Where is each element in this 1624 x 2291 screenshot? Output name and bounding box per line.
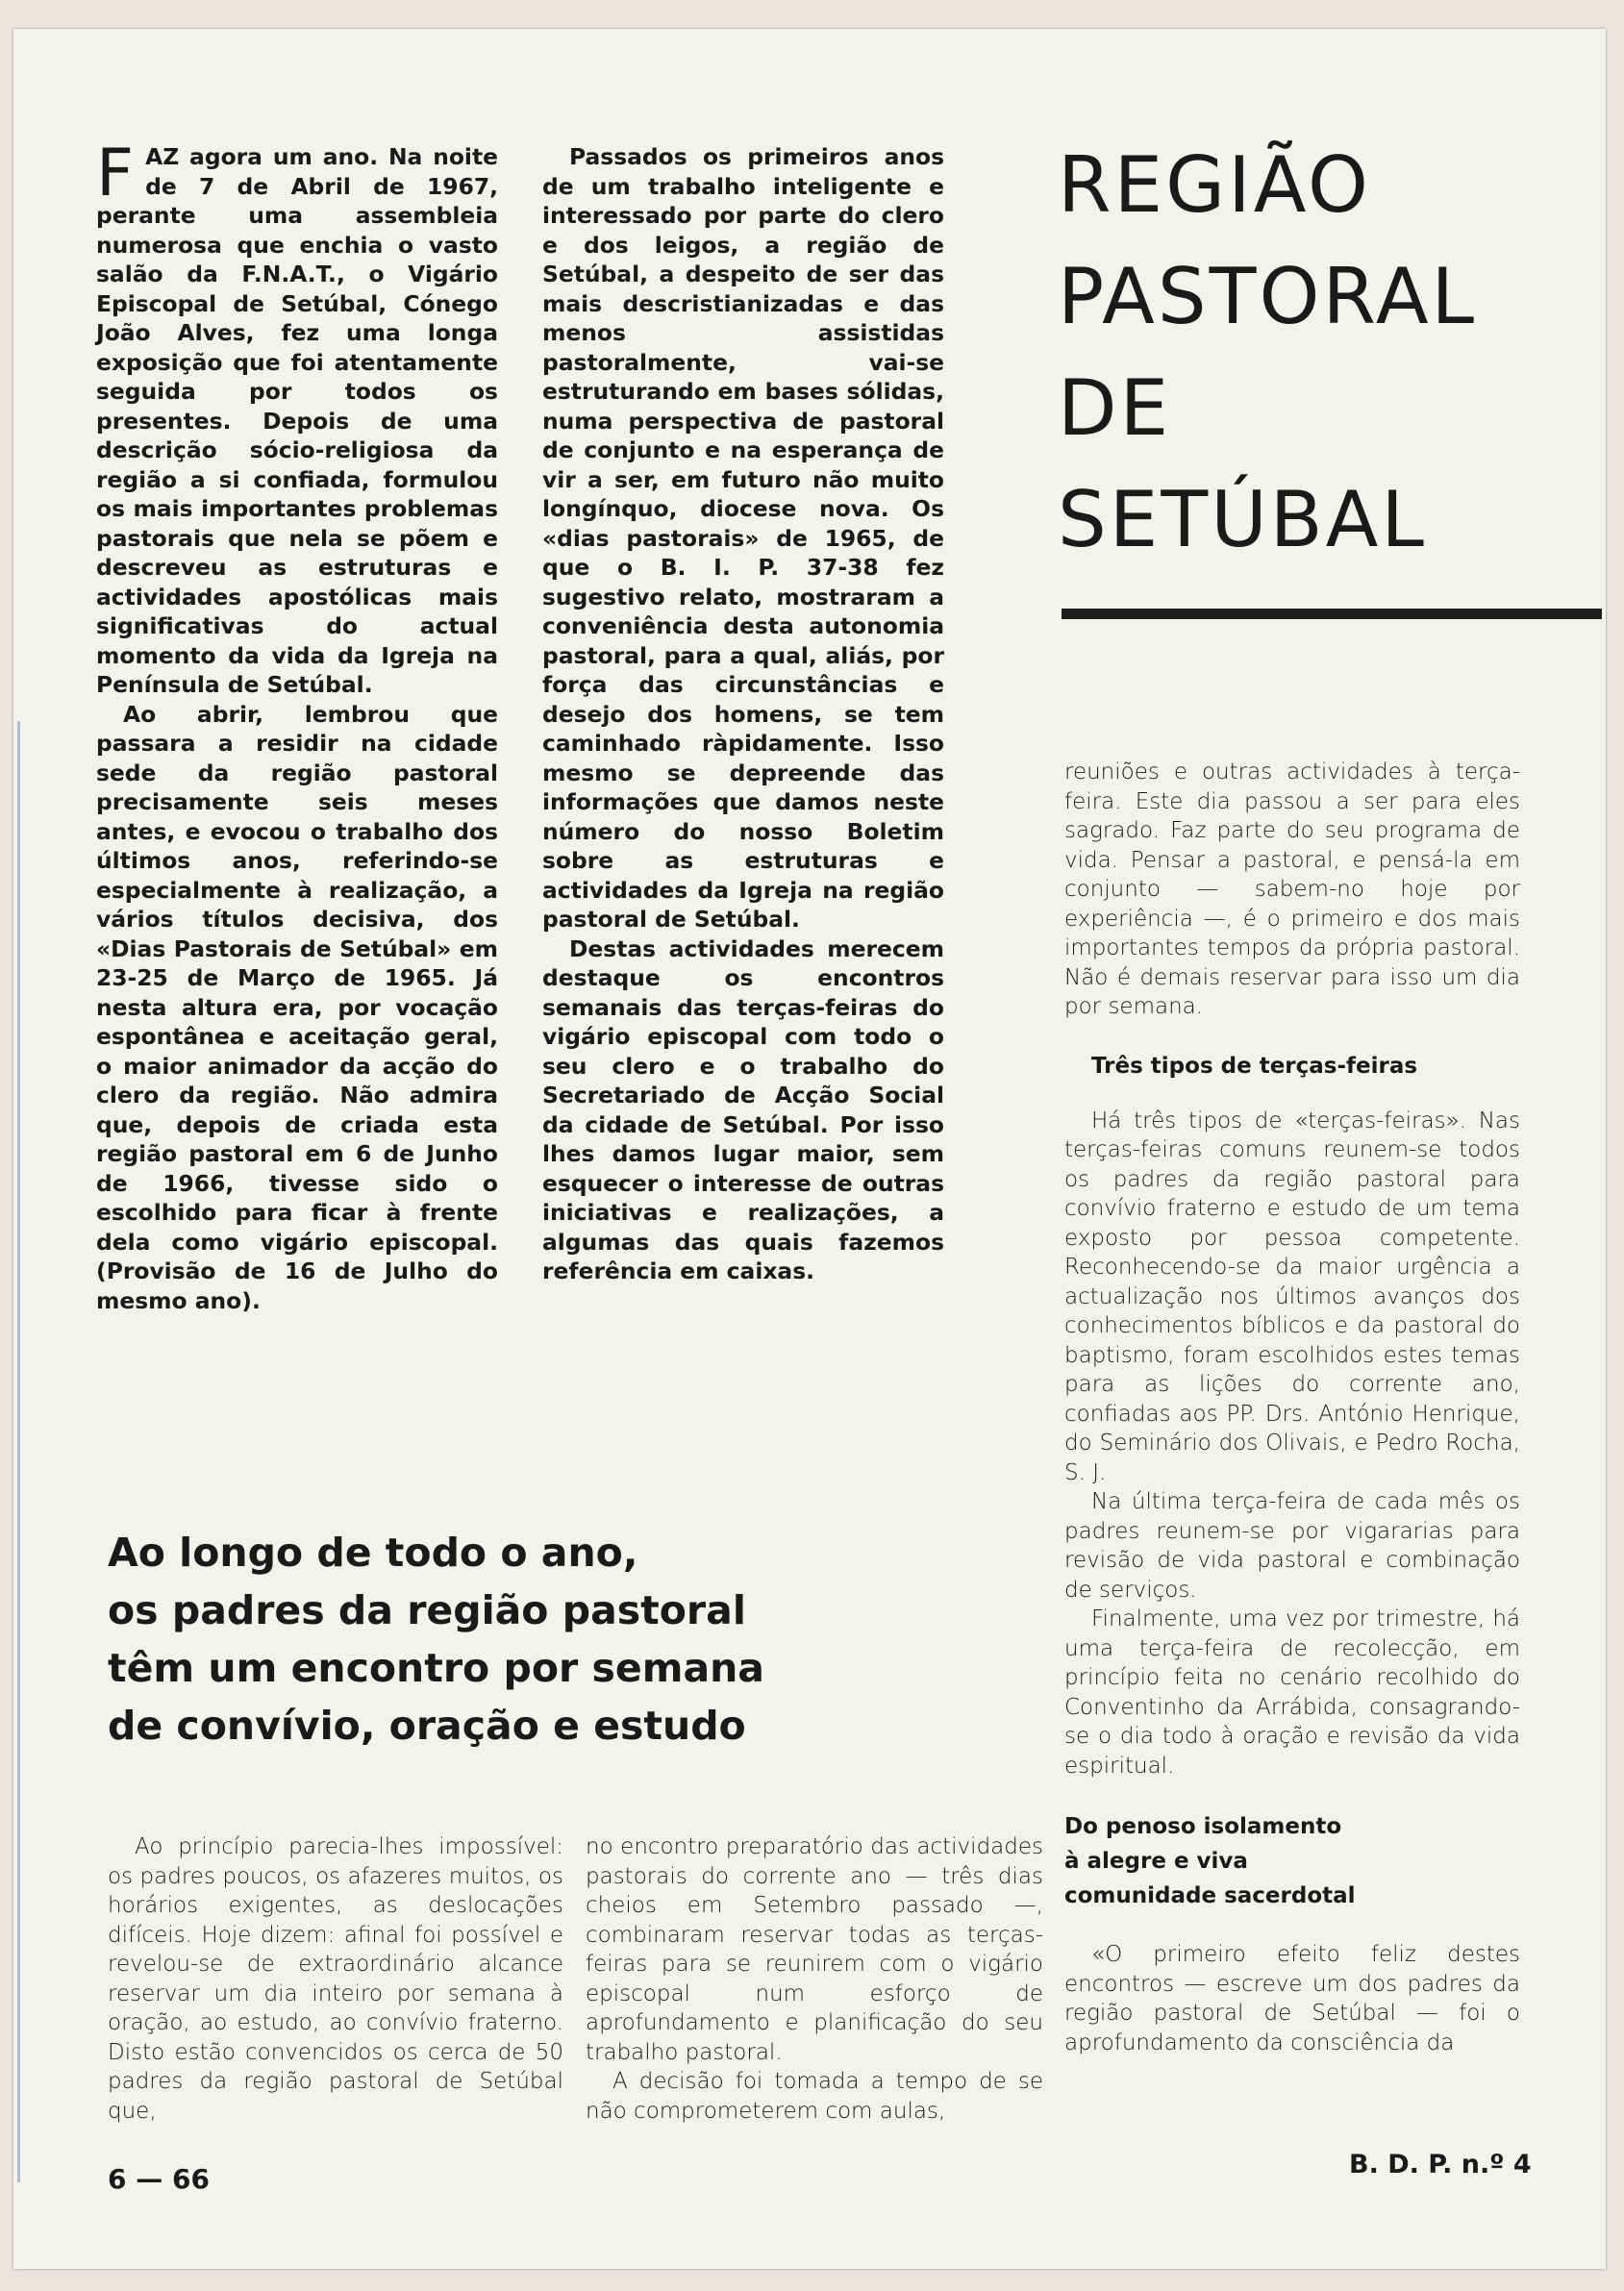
title-line-4: SETÚBAL	[1058, 475, 1427, 564]
bottom-paragraph-3: A decisão foi tomada a tempo de se não comprometerem com aulas,	[586, 2069, 1043, 2124]
headline-line-4: de convívio, oração e estudo	[108, 1703, 746, 1749]
article-title	[1058, 130, 1577, 576]
title-line-1: REGIÃO	[1058, 140, 1372, 230]
bottom-column-1	[108, 1832, 563, 2126]
subheading-isolamento	[1064, 1809, 1520, 1913]
subheading-line-3: comunidade sacerdotal	[1064, 1883, 1356, 1908]
intro-paragraph-2: Ao abrir, lembrou que passara a residir na cidade sede da região pastoral precisamente seis meses antes, e evocou o trabalho dos últimos anos, referindo-se especialmente à realização, a vários títulos decisiva, dos «Dias Pastorais de Setúbal» em 23-25 de Março de 1965. Já nesta altura era, por vocação espontânea e aceitação geral, o maior animador da acção do clero da região. Não admira que, depois de criada esta região pastoral em 6 de Junho de 1966, tivesse sido o escolhido para ficar à frente dela como vigário episcopal. (Provisão de 16 de Julho do mesmo ano).	[96, 700, 498, 1314]
intro-column-2	[542, 142, 944, 1286]
bulletin-reference: B. D. P. n.º 4	[1349, 2150, 1532, 2179]
intro-text-1: AZ agora um ano. Na noite de 7 de Abril de 1967, perante uma assembleia numerosa que enchia o vasto salão da F.N.A.T., o Vigário Episcopal de Setúbal, Cónego João Alves, fez uma longa exposição que foi atentamente seguida por todos os presentes. Depois de uma descrição sócio-religiosa da região a si confiada, formulou os mais importantes problemas pastorais que nela se põem e descreveu as estruturas e actividades apostólicas mais significativas do actual momento da vida da Igreja na Península de Setúbal.	[96, 143, 498, 698]
right-paragraph-5: «O primeiro efeito feliz destes encontros — escreve um dos padres da região pastoral de Setúbal — foi o aprofundamento da consciência da	[1064, 1942, 1520, 2055]
headline-line-3: têm um encontro por semana	[108, 1645, 764, 1691]
right-paragraph-2: Há três tipos de «terças-feiras». Nas terças-feiras comuns reunem-se todos os padres da região pastoral para convívio fraterno e estudo de um tema exposto por pessoa competente. Reconhecendo-se da maior urgência a actualização nos últimos avanços dos conhecimentos bíblicos e da pastoral do baptismo, foram escolhidos estes temas para as lições do corrente ano, confiadas aos PP. Drs. António Henrique, do Seminário dos Olivais, e Pedro Rocha, S. J.	[1064, 1108, 1520, 1485]
right-paragraph-4: Finalmente, uma vez por trimestre, há uma terça-feira de recolecção, em princípio feita no cenário recolhido do Conventinho da Arrábida, consagrando-se o dia todo à oração e revisão da vida espiritual.	[1064, 1606, 1520, 1779]
subheading-line-1: Do penoso isolamento	[1064, 1814, 1342, 1839]
right-paragraph-3: Na última terça-feira de cada mês os padres reunem-se por vigararias para revisão de vida pastoral e combinação de serviços.	[1064, 1489, 1520, 1603]
headline-line-1: Ao longo de todo o ano,	[108, 1530, 638, 1576]
page-number: 6 — 66	[108, 2163, 210, 2195]
title-line-2: PASTORAL	[1058, 252, 1478, 341]
intro-paragraph-4: Destas actividades merecem destaque os encontros semanais das terças-feiras do vigário episcopal com todo o seu clero e o trabalho do Secretariado de Acção Social da cidade de Setúbal. Por isso lhes damos lugar maior, sem esquecer o interesse de outras iniciativas e realizações, a algumas das quais fazemos referência em caixas.	[542, 934, 944, 1284]
page-edge-stain	[17, 721, 20, 2182]
right-paragraph-1: reuniões e outras actividades à terça-feira. Este dia passou a ser para eles sagrado. Faz parte do seu programa de vida. Pensar a pastoral, e pensá-la em conjunto — sabem-no hoje por experiência —, é o primeiro e dos mais importantes tempos da própria pastoral. Não é demais reservar para isso um dia por semana.	[1064, 760, 1520, 1019]
subheading-line-2: à alegre e viva	[1064, 1849, 1248, 1874]
section-headline	[108, 1524, 896, 1755]
title-line-3: DE	[1058, 363, 1172, 453]
headline-line-2: os padres da região pastoral	[108, 1587, 746, 1633]
right-column	[1064, 758, 1520, 2057]
intro-paragraph-1	[96, 136, 498, 700]
bottom-column-2	[586, 1832, 1043, 2126]
title-rule	[1062, 609, 1602, 619]
subheading-tres-tipos: Três tipos de terças-feiras	[1091, 1053, 1418, 1079]
drop-cap: F	[96, 136, 135, 212]
intro-column-1	[96, 136, 498, 1315]
intro-paragraph-3: Passados os primeiros anos de um trabalho inteligente e interessado por parte do clero e dos leigos, a região de Setúbal, a despeito de ser das mais descristianizadas e das menos assistidas pastoralmente, vai-se estruturando em bases sólidas, numa perspectiva de pastoral de conjunto e na esperança de vir a ser, em futuro não muito longínquo, diocese nova. Os «dias pastorais» de 1965, de que o B. I. P. 37-38 fez sugestivo relato, mostraram a conveniência desta autonomia pastoral, para a qual, aliás, por força das circunstâncias e desejo dos homens, se tem caminhado ràpidamente. Isso mesmo se depreende das informações que damos neste número do nosso Boletim sobre as estruturas e actividades da Igreja na região pastoral de Setúbal.	[542, 143, 944, 933]
bottom-paragraph-1: Ao princípio parecia-lhes impossível: os padres poucos, os afazeres muitos, os horários exigentes, as deslocações difíceis. Hoje dizem: afinal foi possível e revelou-se de extraordinário alcance reservar um dia inteiro por semana à oração, ao estudo, ao convívio fraterno. Disto estão convencidos os cerca de 50 padres da região pastoral de Setúbal que,	[108, 1834, 563, 2124]
bottom-paragraph-2: no encontro preparatório das actividades pastorais do corrente ano — três dias cheios em Setembro passado —, combinaram reservar todas as terças-feiras para se reunirem com o vigário episcopal num esforço de aprofundamento e planificação do seu trabalho pastoral.	[586, 1834, 1043, 2065]
